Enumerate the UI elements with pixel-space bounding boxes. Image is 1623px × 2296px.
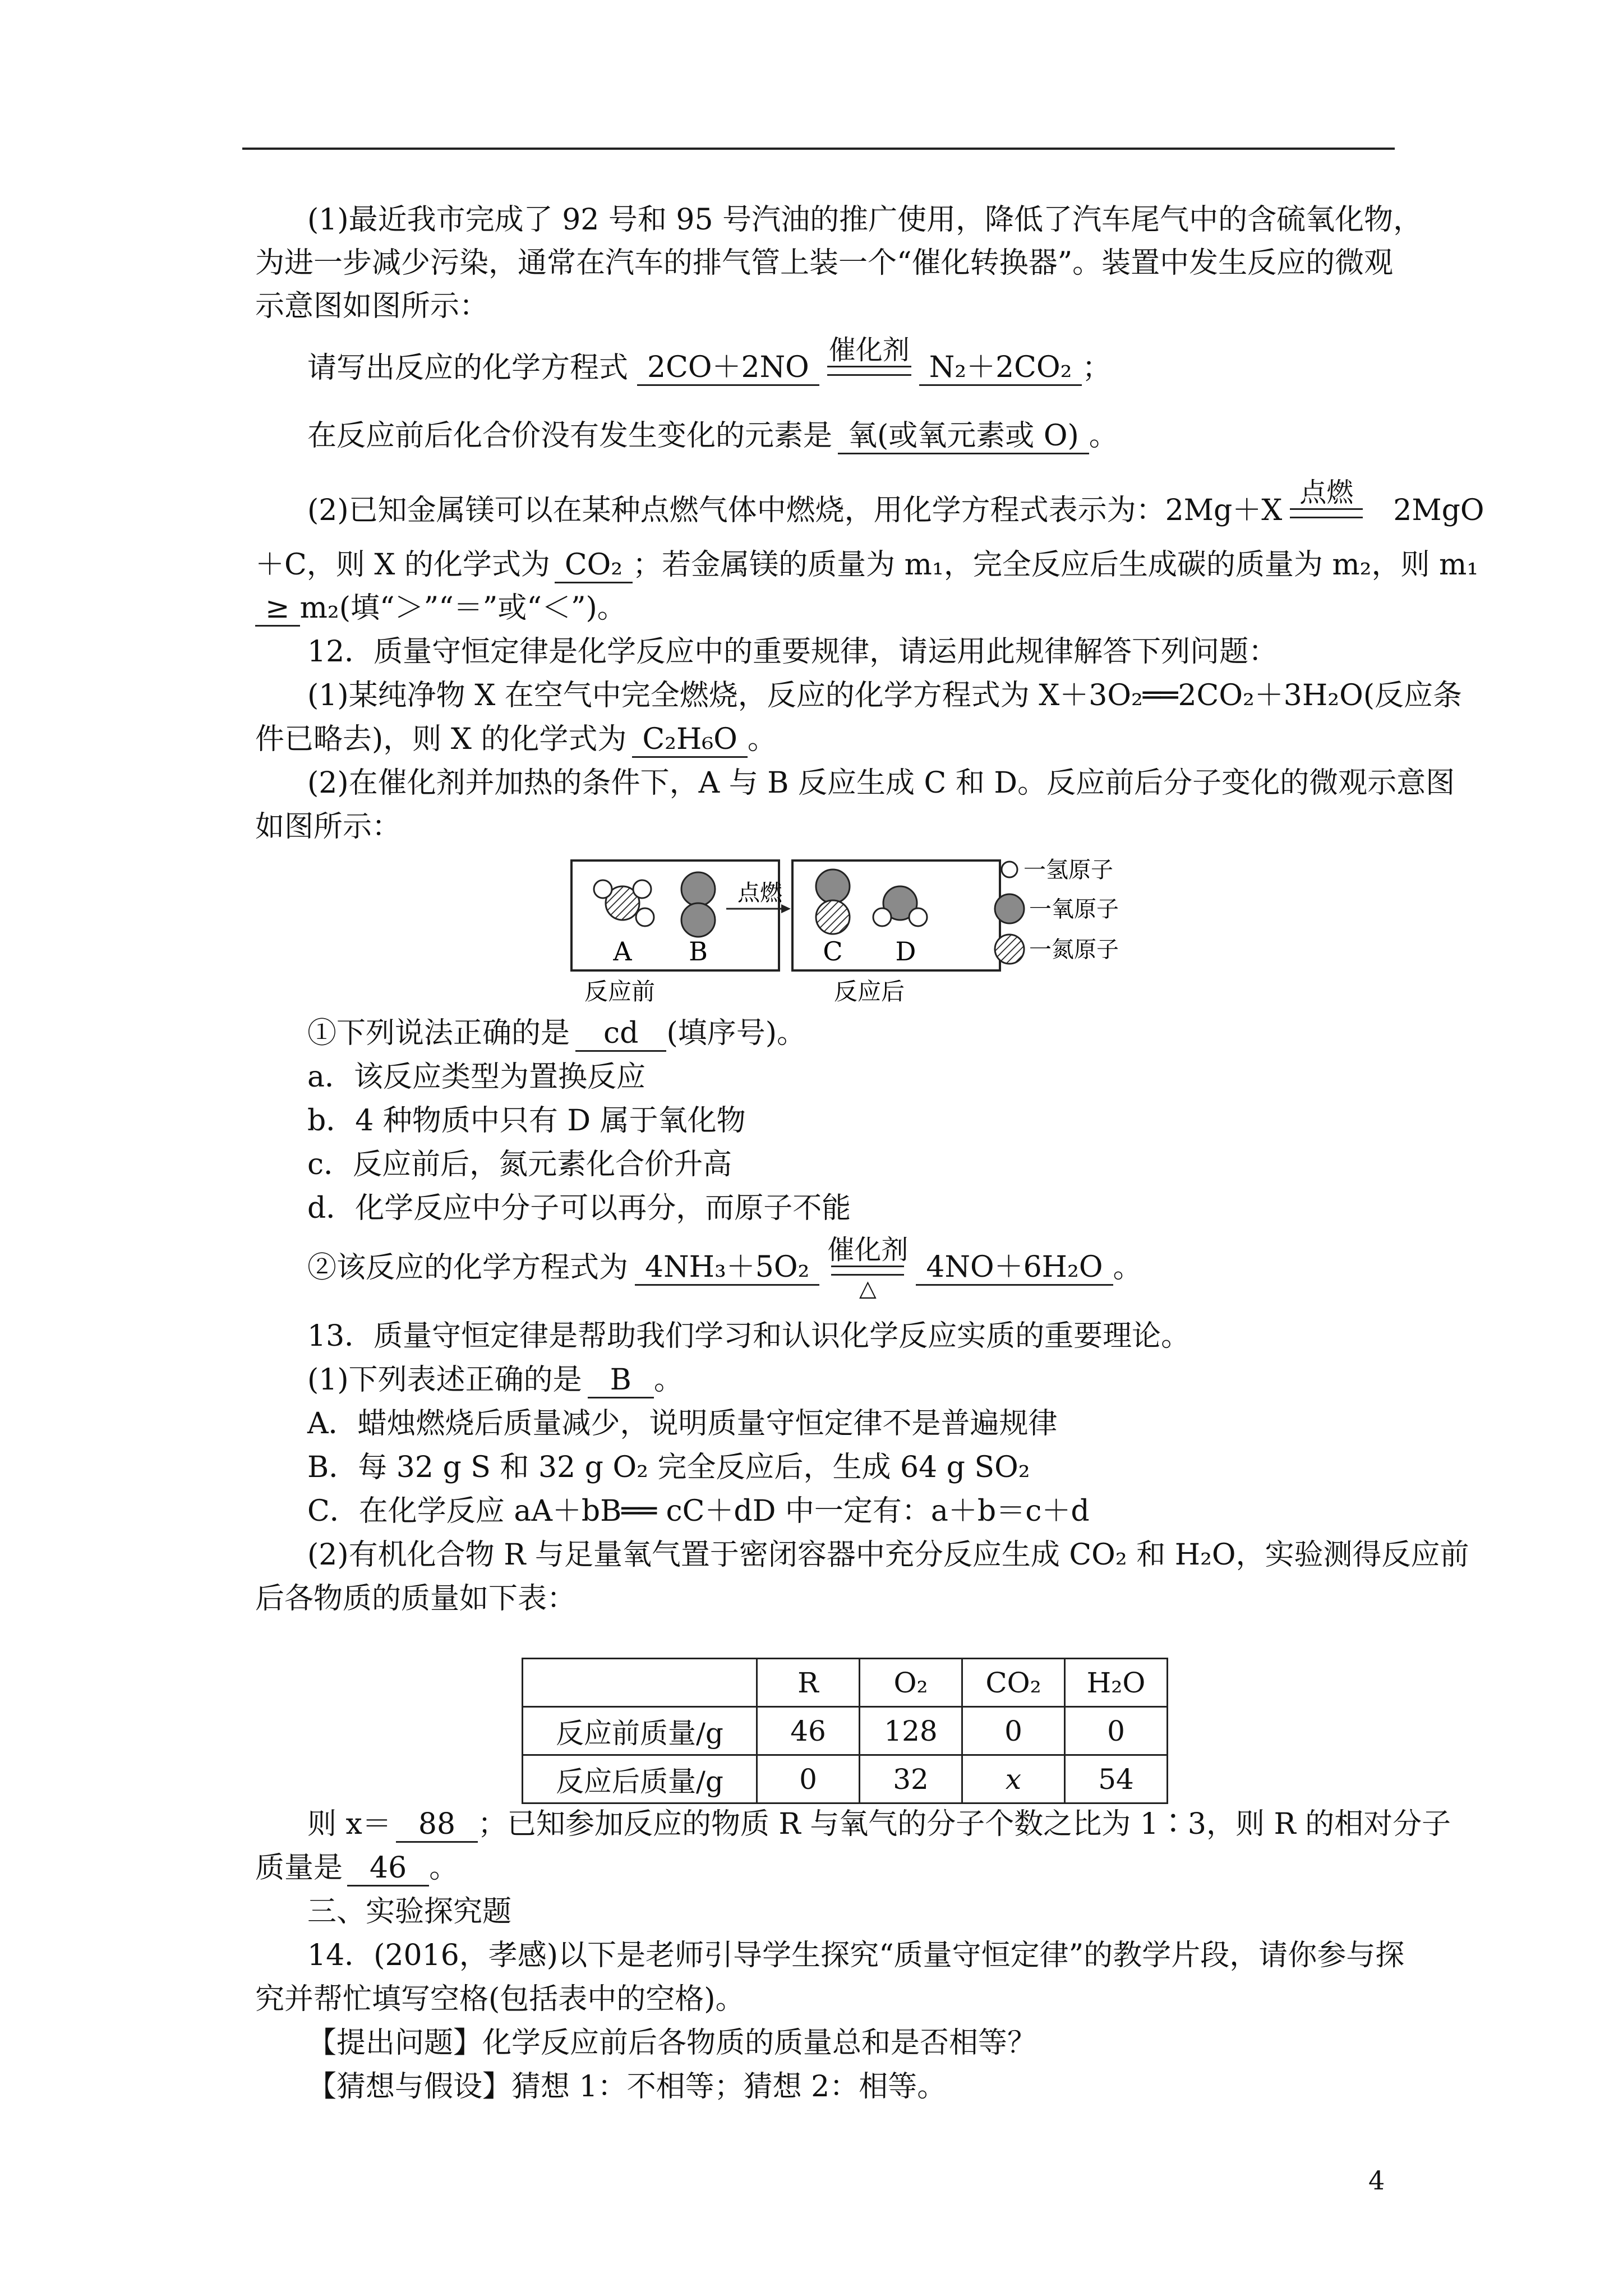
table-cell: 0 — [962, 1707, 1065, 1755]
circle1-line — [307, 1015, 806, 1052]
molecule-b — [681, 872, 715, 937]
equation-1-end: ； — [1082, 351, 1112, 385]
option-a: a．该反应类型为置换反应 — [307, 1060, 646, 1094]
equals-bars — [1290, 508, 1363, 518]
equation-1-right-text: N₂＋2CO₂ — [929, 350, 1072, 384]
ignite-condition — [1290, 477, 1363, 544]
equation-2-end: 。 — [1113, 1251, 1142, 1285]
q11-2-product: 2MgO — [1393, 494, 1484, 527]
table-header-cell — [523, 1659, 757, 1707]
x-prefix: 则 x＝ — [307, 1807, 391, 1841]
q13-1-answer: B — [588, 1363, 654, 1398]
q13-option-b: B．每 32 g S 和 32 g O₂ 完全反应后，生成 64 g SO₂ — [307, 1451, 1030, 1484]
q13-1-end: 。 — [653, 1363, 683, 1397]
unchanged-prefix: 在反应前后化合价没有发生变化的元素是 — [307, 419, 833, 453]
q11-1-line-a: (1)最近我市完成了 92 号和 95 号汽油的推广使用，降低了汽车尾气中的含硫氧化物， — [307, 203, 1423, 237]
legend-hydrogen: 一氢原子 — [1023, 857, 1113, 883]
before-box — [571, 861, 779, 970]
equation-2-prefix: ②该反应的化学方程式为 — [307, 1251, 629, 1285]
label-b: B — [689, 936, 708, 967]
equation-1-condition — [827, 334, 911, 402]
q12-1-prefix: 件已略去)，则 X 的化学式为 — [255, 723, 627, 756]
option-c: c．反应前后，氮元素化合价升高 — [307, 1148, 732, 1181]
mass-prefix: 质量是 — [255, 1851, 343, 1885]
molecule-a — [594, 880, 654, 926]
q13-2-line-a: (2)有机化合物 R 与足量氧气置于密闭容器中充分反应生成 CO₂ 和 H₂O，实验测得反应前 — [307, 1538, 1469, 1572]
circle1-end: (填序号)。 — [666, 1016, 806, 1050]
legend-hydrogen-icon — [1002, 862, 1017, 877]
equation-2-condition-text: 催化剂 — [827, 1234, 909, 1266]
heat-triangle-icon: △ — [859, 1276, 877, 1301]
equation-1-answer-right — [919, 351, 1082, 386]
equation-1-left-text: 2CO＋2NO — [647, 350, 809, 384]
mass-end: 。 — [429, 1851, 459, 1885]
label-c: C — [823, 936, 843, 967]
q13-title: 13．质量守恒定律是帮助我们学习和认识化学反应实质的重要理论。 — [307, 1319, 1191, 1353]
table-header-cell: R — [757, 1659, 860, 1707]
q12-1-end: 。 — [747, 723, 777, 756]
table-header-cell: H₂O — [1065, 1659, 1168, 1707]
q11-2-c: m₂(填“＞”“＝”或“＜”)。 — [299, 591, 626, 625]
arrow-label: 点燃 — [737, 880, 782, 906]
option-b: b．4 种物质中只有 D 属于氧化物 — [307, 1104, 746, 1138]
equation-2-line — [307, 1234, 1142, 1301]
q12-1-answer: C₂H₆O — [632, 723, 747, 758]
q12-2-line-b: 如图所示： — [255, 810, 402, 844]
table-header-cell: O₂ — [860, 1659, 962, 1707]
section-3-heading: 三、实验探究题 — [307, 1895, 512, 1929]
option-d: d．化学反应中分子可以再分，而原子不能 — [307, 1191, 851, 1225]
q11-2-answer-2: ≥ — [255, 591, 300, 627]
q14-line-a: 14．(2016，孝感)以下是老师引导学生探究“质量守恒定律”的教学片段，请你参与探 — [307, 1939, 1405, 1972]
q11-2-answer-1: CO₂ — [555, 548, 633, 583]
x-mid: ；已知参加反应的物质 R 与氧气的分子个数之比为 1∶3，则 R 的相对分子 — [478, 1807, 1451, 1841]
equals-bars — [827, 366, 911, 376]
q12-2-line-a: (2)在催化剂并加热的条件下，A 与 B 反应生成 C 和 D。反应前后分子变化的微观示意图 — [307, 766, 1455, 800]
page-number: 4 — [1368, 2165, 1385, 2196]
table-row — [523, 1755, 1168, 1803]
q12-title: 12．质量守恒定律是化学反应中的重要规律，请运用此规律解答下列问题： — [307, 635, 1278, 669]
q11-2-line-c — [255, 590, 626, 627]
mass-answer-line — [255, 1850, 458, 1887]
x-answer: 88 — [396, 1807, 478, 1843]
equals-bars — [831, 1266, 904, 1276]
caption-before: 反应前 — [584, 978, 656, 1005]
equation-2-answer-right: 4NO＋6H₂O — [916, 1250, 1113, 1286]
q12-1-line-b — [255, 721, 777, 758]
table-cell: 0 — [757, 1755, 860, 1803]
table-cell: 反应后质量/g — [523, 1755, 757, 1803]
table-cell: 128 — [860, 1707, 962, 1755]
q11-1-line-b: 为进一步减少污染，通常在汽车的排气管上装一个“催化转换器”。装置中发生反应的微观 — [255, 246, 1394, 280]
q11-2-line-a — [307, 477, 1484, 544]
table-cell: 反应前质量/g — [523, 1707, 757, 1755]
q13-option-c: C．在化学反应 aA＋bB══ cC＋dD 中一定有：a＋b＝c＋d — [307, 1494, 1090, 1528]
unchanged-element-line — [307, 418, 1118, 454]
mass-table — [522, 1658, 1168, 1804]
q11-1-line-c: 示意图如图所示： — [255, 289, 489, 323]
table-cell: 46 — [757, 1707, 860, 1755]
label-d: D — [895, 936, 916, 967]
equation-1-answer-left — [637, 351, 819, 386]
equation-1-prefix: 请写出反应的化学方程式 — [307, 351, 629, 385]
molecule-c — [816, 869, 850, 934]
header-rule — [242, 148, 1395, 150]
q11-2-b1: ＋C，则 X 的化学式为 — [255, 548, 550, 582]
table-cell: 54 — [1065, 1755, 1168, 1803]
x-answer-line — [307, 1806, 1451, 1843]
q11-2-line-b — [255, 547, 1478, 583]
mass-answer: 46 — [347, 1851, 429, 1887]
circle1-prefix: ①下列说法正确的是 — [307, 1016, 570, 1050]
equation-1-condition-text: 催化剂 — [828, 334, 910, 366]
molecule-d — [873, 886, 927, 926]
legend-nitrogen-icon — [995, 935, 1024, 964]
q14-line-d: 【猜想与假设】猜想 1：不相等；猜想 2：相等。 — [307, 2070, 947, 2104]
q14-line-b: 究并帮忙填写空格(包括表中的空格)。 — [255, 1982, 745, 2016]
q12-1-line-a: (1)某纯净物 X 在空气中完全燃烧，反应的化学方程式为 X＋3O₂══2CO₂＋3H₂O(反应条 — [307, 679, 1463, 712]
arrow-head-icon — [781, 904, 791, 913]
unchanged-answer: 氧(或氧元素或 O) — [838, 419, 1089, 454]
table-cell: 32 — [860, 1755, 962, 1803]
q13-option-a: A．蜡烛燃烧后质量减少，说明质量守恒定律不是普遍规律 — [307, 1407, 1058, 1441]
q14-line-c: 【提出问题】化学反应前后各物质的质量总和是否相等？ — [307, 2026, 1037, 2060]
unchanged-end: 。 — [1089, 419, 1118, 453]
q11-2-b2: ；若金属镁的质量为 m₁，完全反应后生成碳的质量为 m₂，则 m₁ — [633, 548, 1479, 582]
table-header-row — [523, 1659, 1168, 1707]
legend-oxygen: 一氧原子 — [1029, 896, 1119, 922]
molecule-diagram — [569, 853, 1130, 1010]
table-row — [523, 1707, 1168, 1755]
label-a: A — [613, 936, 632, 967]
legend-oxygen-icon — [995, 894, 1024, 923]
table-header-cell: CO₂ — [962, 1659, 1065, 1707]
legend-nitrogen: 一氮原子 — [1029, 937, 1119, 963]
q13-1-prefix: (1)下列表述正确的是 — [307, 1363, 582, 1397]
equation-2-condition — [827, 1234, 908, 1301]
equation-1-line — [307, 334, 1111, 402]
q13-2-line-b: 后各物质的质量如下表： — [255, 1582, 577, 1616]
equation-2-answer-left: 4NH₃＋5O₂ — [635, 1250, 819, 1286]
q11-2-prefix: (2)已知金属镁可以在某种点燃气体中燃烧，用化学方程式表示为：2Mg＋X — [307, 494, 1283, 527]
circle1-answer: cd — [575, 1016, 666, 1052]
table-cell: x — [962, 1755, 1065, 1803]
ignite-condition-text: 点燃 — [1299, 477, 1354, 508]
caption-after: 反应后 — [833, 978, 905, 1005]
table-cell: 0 — [1065, 1707, 1168, 1755]
q13-1-line — [307, 1362, 683, 1398]
